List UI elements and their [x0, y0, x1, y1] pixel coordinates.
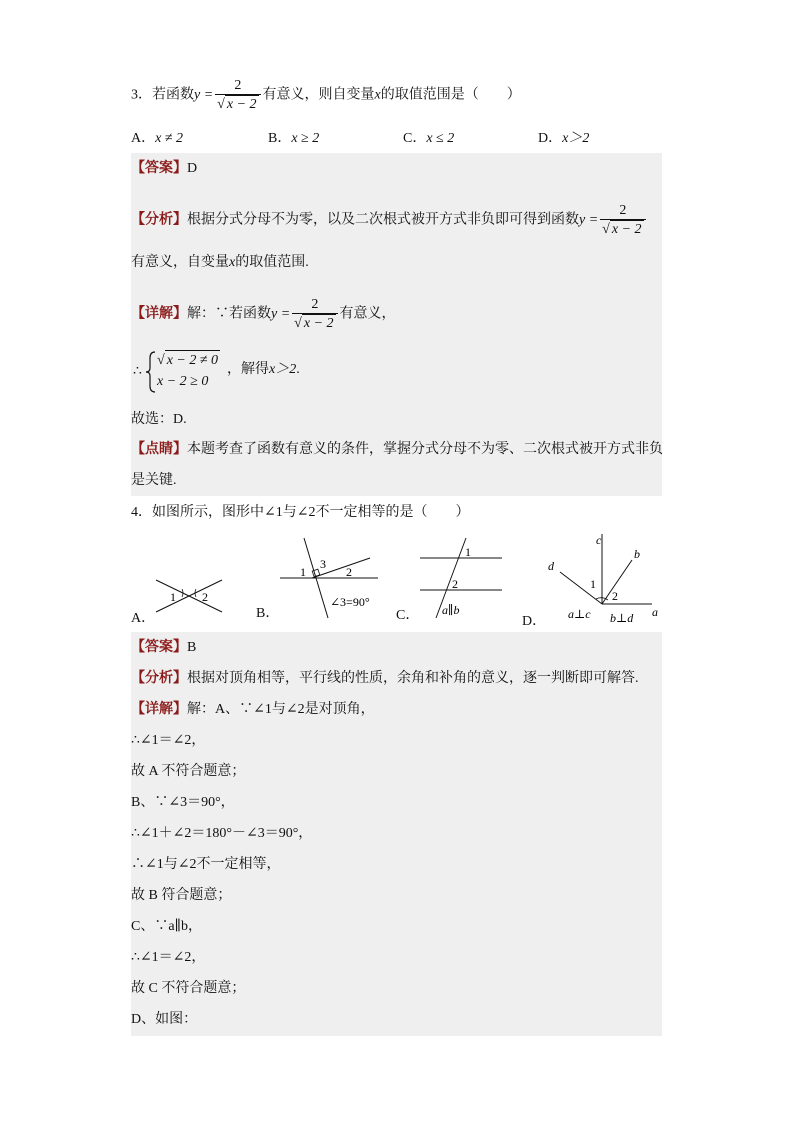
q3-option-a: A．x ≠ 2 [131, 131, 184, 146]
q3-comment: 【点睛】本题考查了函数有意义的条件，掌握分式分母不为零、二次根式被开方式非负 [131, 442, 663, 457]
q3-option-b: B．x ≥ 2 [268, 131, 320, 146]
q3-choose: 故选：D. [131, 412, 187, 427]
q4-detail-line: ∴∠1＝∠2， [131, 950, 206, 965]
q4-detail-line: 故 B 符合题意； [131, 888, 232, 903]
q4-detail-line: 【详解】解：A、∵∠1与∠2是对顶角， [131, 702, 375, 717]
svg-text:b: b [634, 547, 640, 561]
q4-stem: 4．如图所示，图形中∠1与∠2不一定相等的是（ ） [131, 505, 470, 520]
q3-answer: 【答案】D [131, 161, 198, 176]
q4-figure-a [152, 574, 232, 618]
q3-stem: 3．若函数y = $\frac{2}{√ x - 2}$ 有意义，则自变量x的取值范围是（ ） [131, 78, 521, 112]
q3-comment-end: 是关键. [131, 473, 177, 488]
q4-detail-line: 故 A 不符合题意； [131, 764, 246, 779]
q4-figure-d [538, 530, 668, 626]
q4-detail-line: ∴∠1＝∠2， [131, 733, 206, 748]
q4-figure-c [416, 534, 506, 620]
q4-detail-line: ∴∠1与∠2不一定相等， [131, 857, 281, 872]
svg-text:a: a [652, 605, 658, 619]
svg-text:1: 1 [465, 545, 471, 559]
svg-text:2: 2 [612, 589, 618, 603]
q3-option-c: C．x ≤ 2 [403, 131, 455, 146]
q3-fraction: $\frac{2}{√ x - 2}$ [215, 78, 260, 113]
svg-text:∠3=90°: ∠3=90° [330, 595, 370, 609]
q4-figure-b-label: B． [256, 606, 280, 621]
q3-analysis: 【分析】根据分式分母不为零，以及二次根式被开方式非负即可得到函数y = $\frac{2}{√ x - 2}$ [131, 203, 648, 238]
svg-text:a∥b: a∥b [442, 603, 460, 617]
q4-figure-d-label: D． [522, 614, 547, 629]
q3-analysis-cont: 有意义，自变量x的取值范围. [131, 255, 309, 270]
q3-detail: 【详解】解：∵若函数y = $\frac{2}{√ x - 2}$ 有意义， [131, 297, 396, 331]
q4-figure-c-label: C． [396, 608, 420, 623]
svg-text:d: d [548, 559, 554, 573]
svg-text:2: 2 [452, 577, 458, 591]
svg-text:1: 1 [590, 577, 596, 591]
q4-detail-line: B、∵∠3＝90°， [131, 795, 235, 810]
svg-text:2: 2 [346, 565, 352, 579]
q3-option-d: D．x＞2 [538, 131, 590, 146]
svg-text:a⊥c: a⊥c [568, 607, 591, 621]
svg-text:c: c [596, 533, 602, 547]
q4-figure-b [276, 534, 386, 620]
svg-text:1: 1 [170, 590, 176, 604]
q4-analysis: 【分析】根据对顶角相等，平行线的性质，余角和补角的意义，逐一判断即可解答. [131, 671, 639, 686]
svg-text:3: 3 [320, 557, 326, 571]
q4-detail-line: D、如图： [131, 1012, 198, 1027]
svg-text:2: 2 [202, 590, 208, 604]
svg-text:1: 1 [300, 565, 306, 579]
q4-detail-line: 故 C 不符合题意； [131, 981, 246, 996]
q4-detail-line: ∴∠1＋∠2＝180°－∠3＝90°， [131, 826, 313, 841]
q4-figure-a-label: A． [131, 611, 156, 626]
svg-text:b⊥d: b⊥d [610, 611, 634, 625]
q4-answer: 【答案】B [131, 640, 197, 655]
brace-icon [145, 350, 157, 394]
q4-detail-line: C、∵a∥b， [131, 919, 203, 934]
